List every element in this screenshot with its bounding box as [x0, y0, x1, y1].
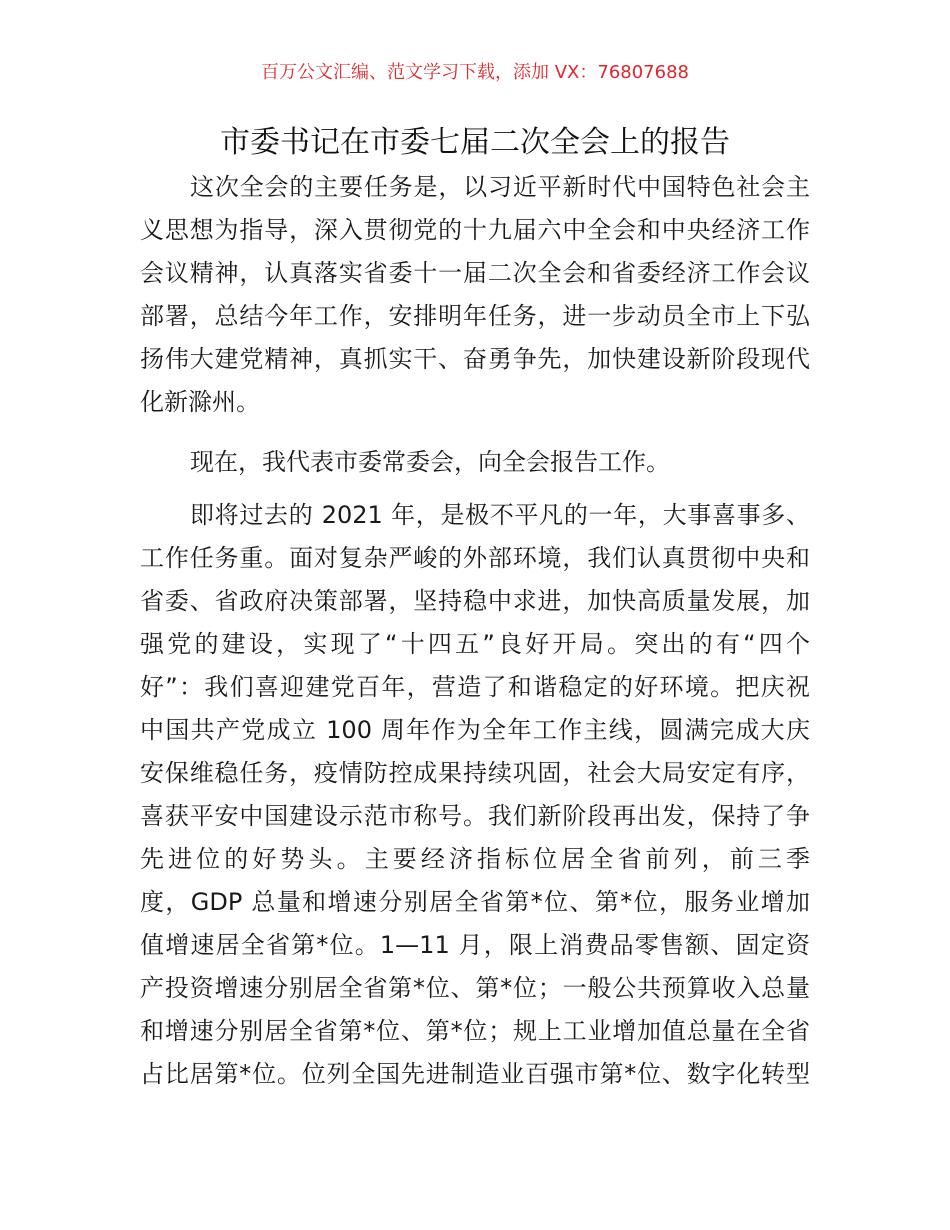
paragraph-line: 扬伟大建党精神，真抓实干、奋勇争先，加快建设新阶段现代 — [140, 345, 810, 373]
document-title: 市委书记在市委七届二次全会上的报告 — [220, 125, 730, 160]
paragraph-line: 义思想为指导，深入贯彻党的十九届六中全会和中央经济工作 — [140, 216, 810, 244]
paragraph-line: 现在，我代表市委常委会，向全会报告工作。 — [190, 448, 670, 476]
paragraph-line: 这次全会的主要任务是，以习近平新时代中国特色社会主 — [190, 173, 810, 201]
paragraph-line: 喜获平安中国建设示范市称号。我们新阶段再出发，保持了争 — [140, 802, 810, 830]
paragraph-line: 度，GDP 总量和增速分别居全省第*位、第*位，服务业增加 — [140, 888, 810, 916]
paragraph-line: 部署，总结今年工作，安排明年任务，进一步动员全市上下弘 — [140, 302, 810, 330]
paragraph-line: 好”：我们喜迎建党百年，营造了和谐稳定的好环境。把庆祝 — [140, 673, 810, 701]
paragraph-line: 值增速居全省第*位。1—11 月，限上消费品零售额、固定资 — [140, 931, 810, 959]
watermark-header: 百万公文汇编、范文学习下载，添加 VX：76807688 — [261, 62, 689, 83]
paragraph-line: 省委、省政府决策部署，坚持稳中求进，加快高质量发展，加 — [140, 587, 810, 615]
paragraph-line: 强党的建设，实现了“十四五”良好开局。突出的有“四个 — [140, 630, 810, 658]
paragraph-line: 产投资增速分别居全省第*位、第*位；一般公共预算收入总量 — [140, 974, 810, 1002]
paragraph-line: 即将过去的 2021 年，是极不平凡的一年，大事喜事多、 — [190, 501, 810, 529]
paragraph-line: 会议精神，认真落实省委十一届二次全会和省委经济工作会议 — [140, 259, 810, 287]
paragraph-line: 和增速分别居全省第*位、第*位；规上工业增加值总量在全省 — [140, 1017, 810, 1045]
paragraph-line: 中国共产党成立 100 周年作为全年工作主线，圆满完成大庆 — [140, 716, 810, 744]
paragraph-line: 占比居第*位。位列全国先进制造业百强市第*位、数字化转型 — [140, 1060, 810, 1088]
paragraph-line: 化新滁州。 — [140, 388, 260, 416]
paragraph-line: 先进位的好势头。主要经济指标位居全省前列，前三季 — [140, 845, 810, 873]
paragraph-line: 安保维稳任务，疫情防控成果持续巩固，社会大局安定有序， — [140, 759, 810, 787]
paragraph-line: 工作任务重。面对复杂严峻的外部环境，我们认真贯彻中央和 — [140, 544, 810, 572]
